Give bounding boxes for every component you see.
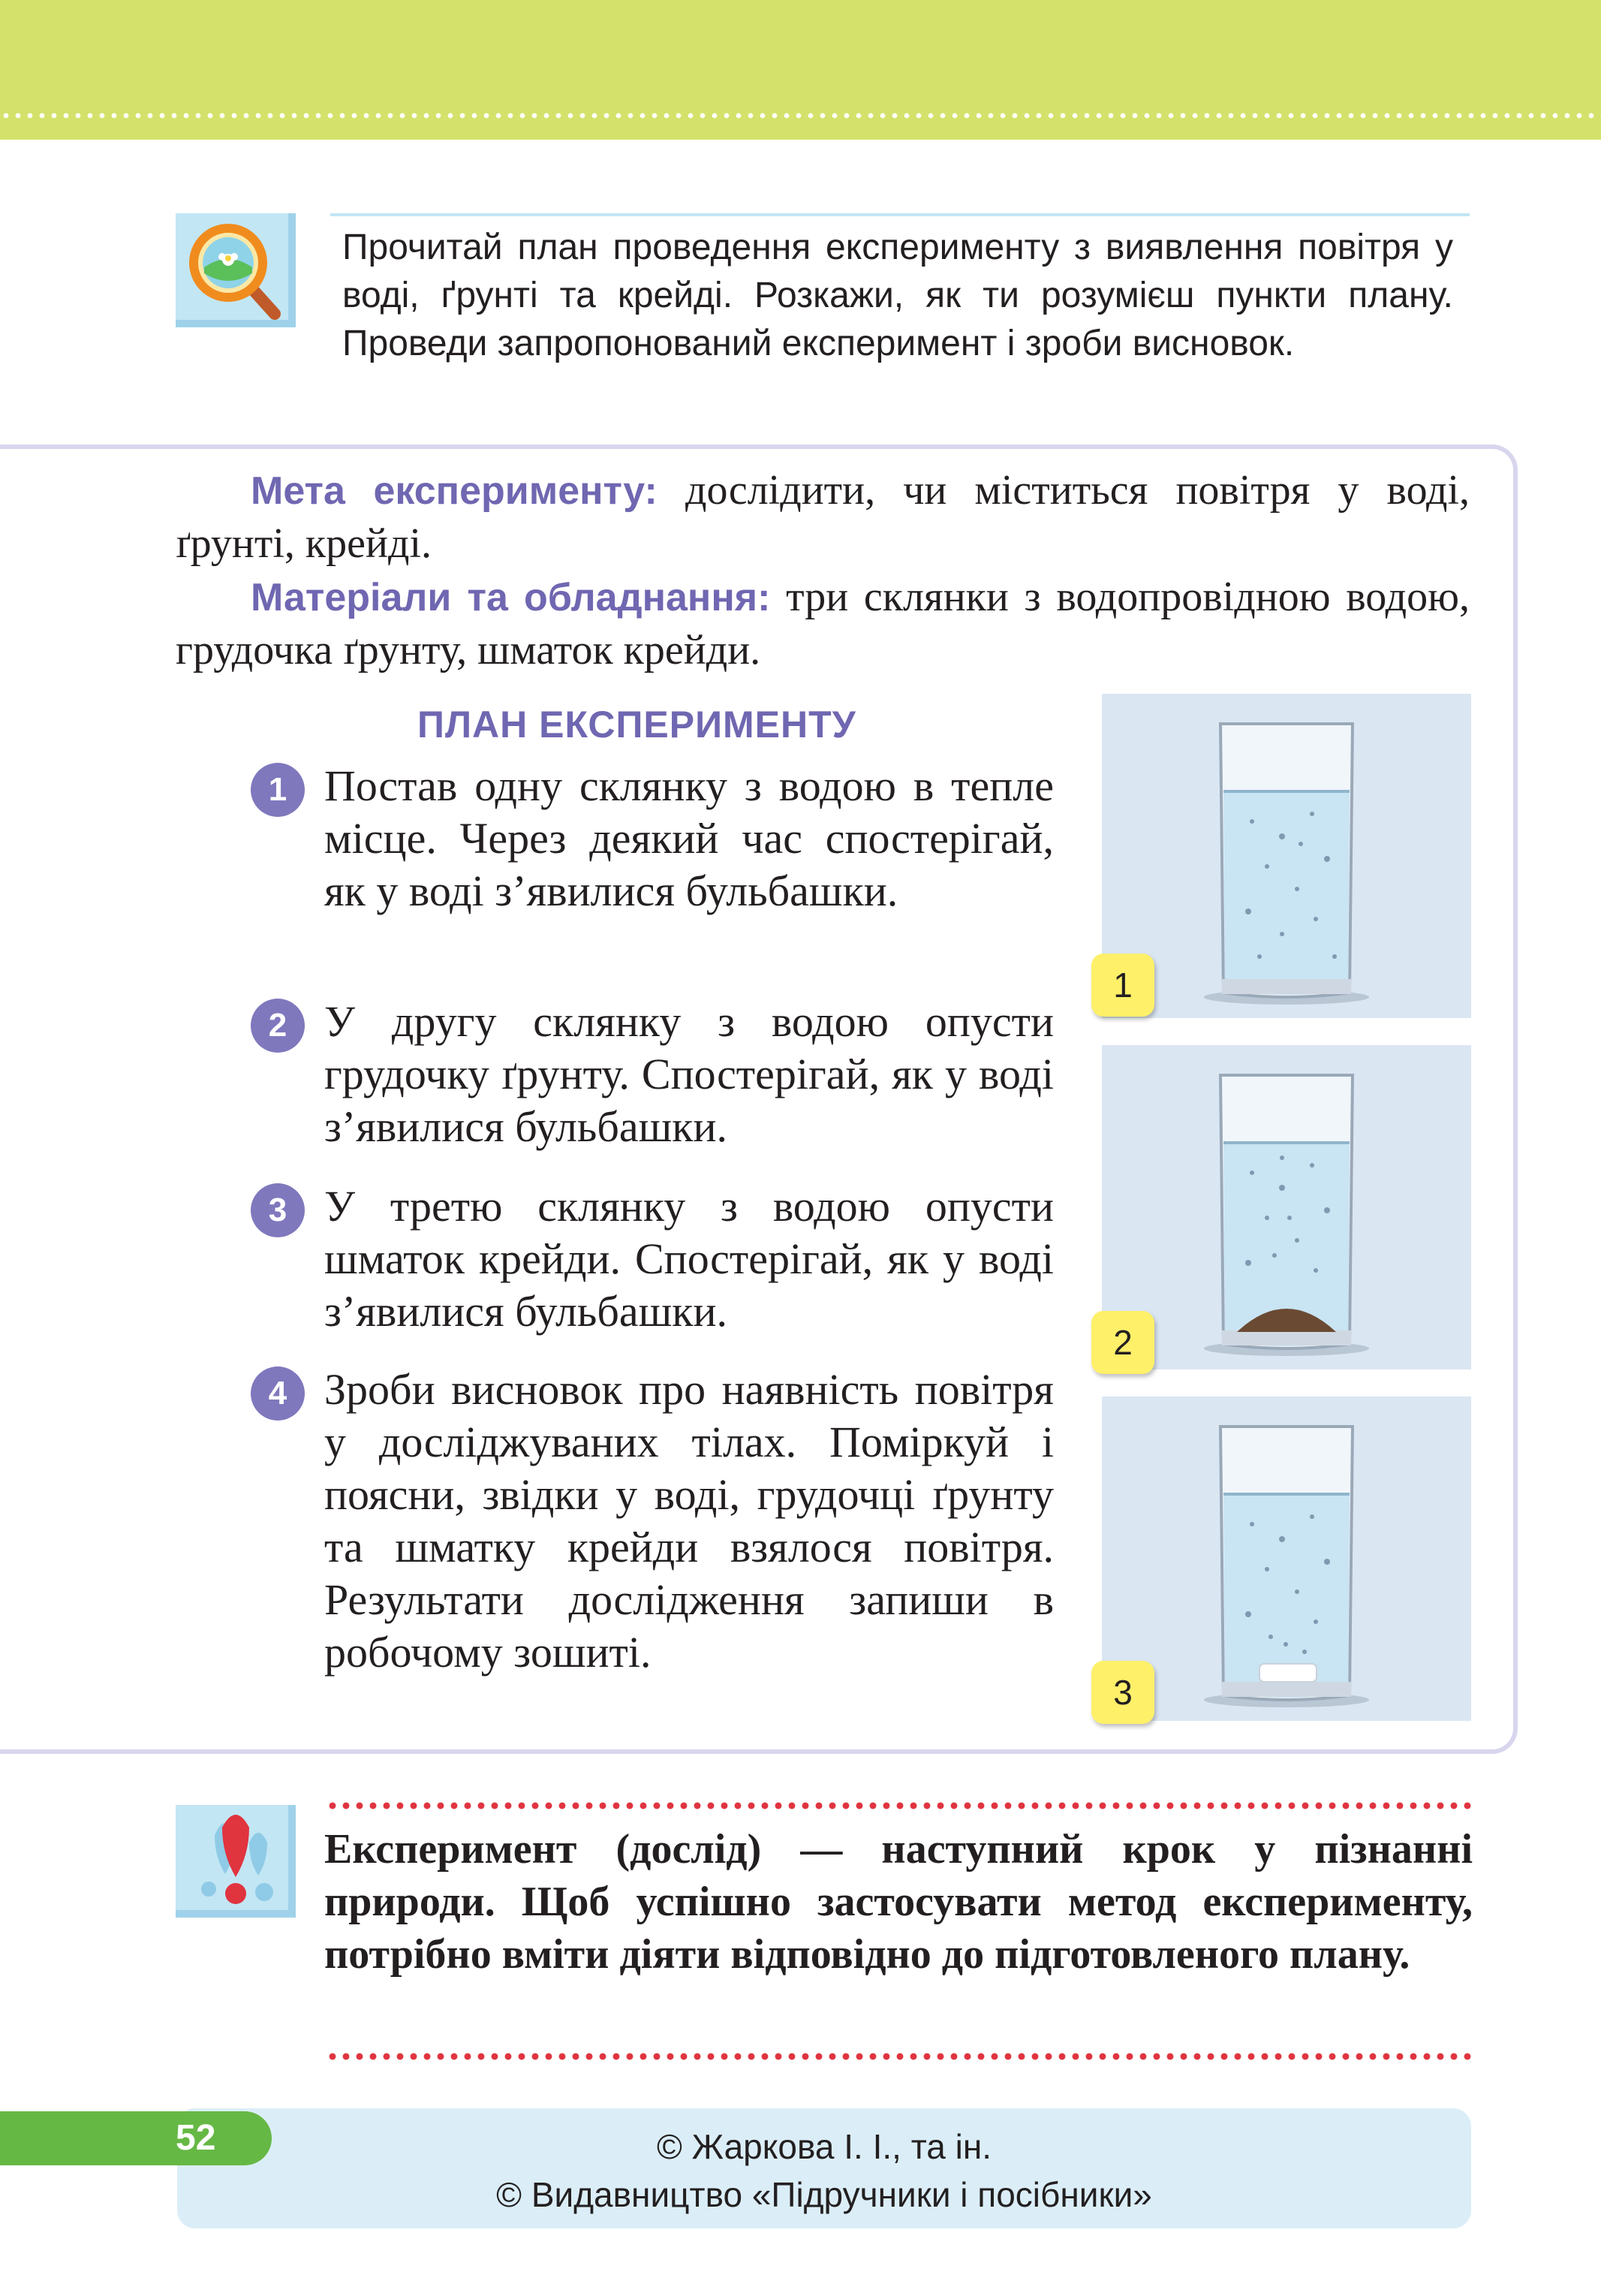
- step-text-1: Постав одну склянку з водою в тепле місце. Через деякий час спостерігай, як у воді з’явилися бульбашки.: [324, 761, 1054, 915]
- rule-bottom-dotted-line: [326, 2053, 1473, 2060]
- materials-paragraph: [176, 571, 1470, 676]
- photo-label-1: 1: [1091, 954, 1154, 1017]
- goal-text: дослідити, чи міститься повітря у воді, ґрунті, крейді.: [176, 467, 1470, 567]
- glass-photo-3: [1102, 1397, 1471, 1721]
- step-number-2: 2: [251, 999, 305, 1053]
- magnifier-icon: [176, 213, 296, 327]
- glass-photo-1: [1102, 694, 1471, 1018]
- plan-title: ПЛАН ЕКСПЕРИМЕНТУ: [417, 704, 856, 746]
- page-number: 52: [176, 2118, 216, 2158]
- step-number-1: 1: [251, 763, 305, 817]
- exclamation-icon: [176, 1805, 296, 1918]
- header-dotted-line: [0, 113, 1601, 119]
- header-band: [0, 0, 1601, 140]
- footer-copyright-authors: © Жаркова І. І., та ін.: [656, 2127, 992, 2166]
- step-number-3: 3: [251, 1183, 305, 1237]
- materials-text: три склянки з водопровідною водою, грудочка ґрунту, шматок крейди.: [176, 574, 1470, 673]
- rule-text: Експеримент (дослід) — наступний крок у пізнанні природи. Щоб успішно застосувати метод експерименту, потрібно вміти діяти відповідно до підготовленого плану.: [324, 1826, 1473, 1978]
- goal-paragraph: [176, 464, 1470, 570]
- step-text-4: Зроби висновок про наявність повітря у досліджуваних тілах. Поміркуй і поясни, звідки у воді, грудочці ґрунту та шматку крейди взялося повітря. Результати дослідження запиши в робочому зошиті.: [324, 1365, 1054, 1677]
- goal-label: Мета експерименту:: [251, 469, 658, 513]
- photo-label-2: 2: [1091, 1311, 1154, 1374]
- materials-label: Матеріали та обладнання:: [251, 576, 771, 619]
- task-top-line: [330, 213, 1470, 216]
- footer-copyright-publisher: © Видавництво «Підручники і посібники»: [496, 2175, 1152, 2214]
- task-instructions: Прочитай план проведення експерименту з виявлення повітря у воді, ґрунті та крейді. Розкажи, як ти розумієш пункти плану. Проведи запропонований експеримент і зроби висновок.: [342, 227, 1453, 363]
- step-number-4: 4: [251, 1366, 305, 1421]
- step-text-3: У третю склянку з водою опусти шматок крейди. Спостерігай, як у воді з’явилися бульбашки.: [324, 1182, 1054, 1336]
- step-text-2: У другу склянку з водою опусти грудочку ґрунту. Спостерігай, як у воді з’явилися бульбашки.: [324, 997, 1054, 1151]
- glass-photo-2: [1102, 1045, 1471, 1369]
- photo-label-3: 3: [1091, 1661, 1154, 1724]
- rule-top-dotted-line: [326, 1802, 1473, 1809]
